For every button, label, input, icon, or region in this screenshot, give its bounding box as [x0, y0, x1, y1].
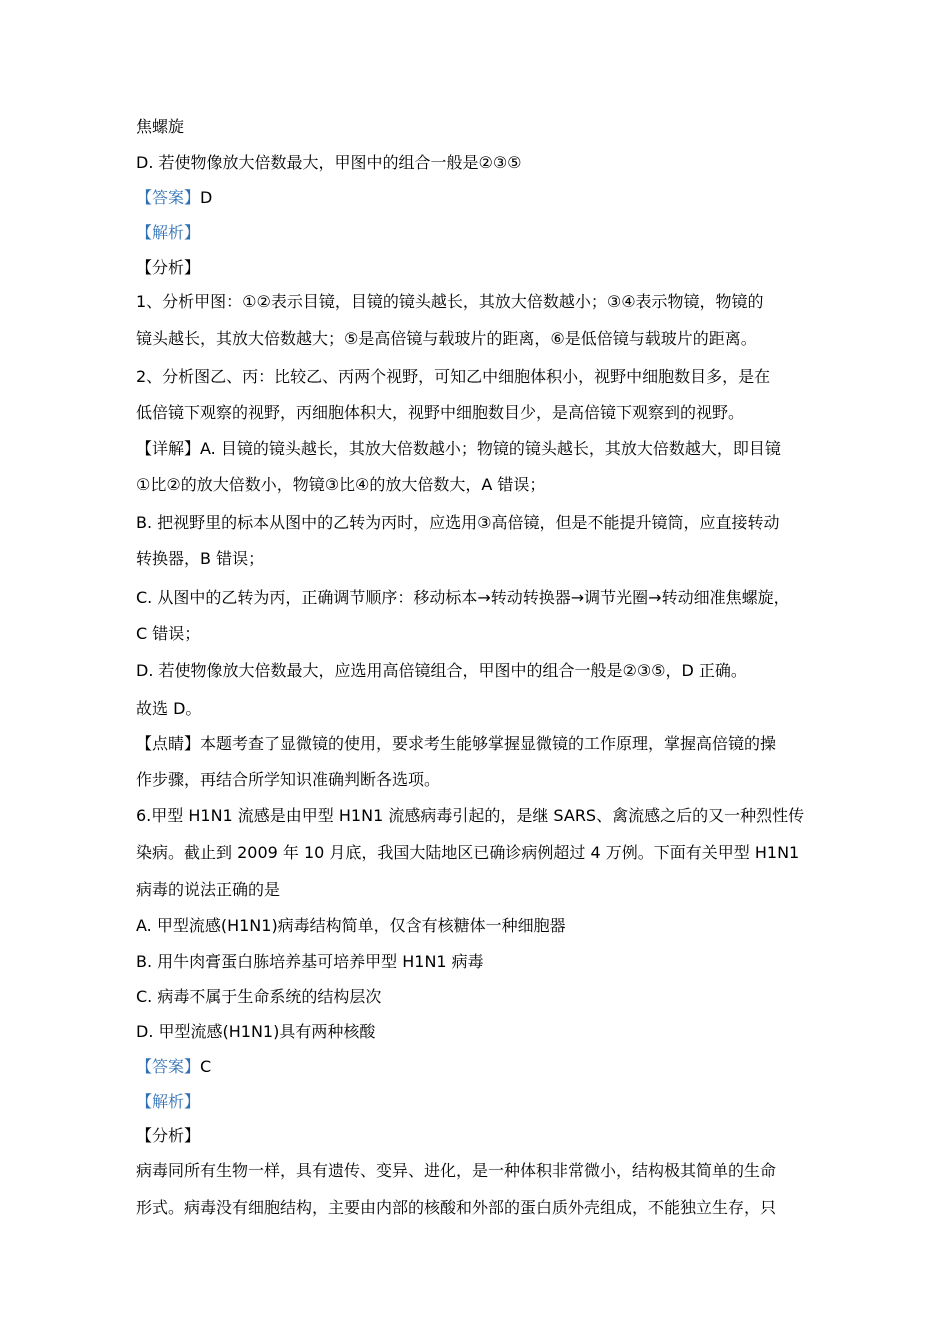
analysis-label: 【分析】 — [136, 258, 201, 277]
text-line: 镜头越长，其放大倍数越大；⑤是高倍镜与载玻片的距离，⑥是低倍镜与载玻片的距离。 — [136, 329, 757, 348]
answer-line — [136, 1056, 211, 1078]
detail-label: 【详解】 — [136, 439, 201, 458]
text-line: 作步骤，再结合所学知识准确判断各选项。 — [136, 770, 441, 789]
text-line: 故选 D。 — [136, 699, 202, 718]
explain-label: 【解析】 — [136, 1092, 201, 1111]
comment-line — [136, 733, 776, 755]
text-line: 2、分析图乙、丙：比较乙、丙两个视野，可知乙中细胞体积小，视野中细胞数目多，是在 — [136, 367, 771, 386]
text-line: 1、分析甲图：①②表示目镜，目镜的镜头越长，其放大倍数越小；③④表示物镜，物镜的 — [136, 292, 764, 311]
answer-label: 【答案】 — [136, 1057, 201, 1076]
text-line: 病毒同所有生物一样，具有遗传、变异、进化，是一种体积非常微小，结构极其简单的生命 — [136, 1161, 777, 1180]
text-line: D. 若使物像放大倍数最大，应选用高倍镜组合，甲图中的组合一般是②③⑤，D 正确。 — [136, 661, 747, 680]
text-line: C. 从图中的乙转为丙，正确调节顺序：移动标本→转动转换器→调节光圈→转动细准焦螺旋， — [136, 588, 790, 607]
option-b: B. 用牛肉膏蛋白胨培养基可培养甲型 H1N1 病毒 — [136, 952, 484, 971]
analysis-label: 【分析】 — [136, 1126, 201, 1145]
question-stem: 染病。截止到 2009 年 10 月底，我国大陆地区已确诊病例超过 4 万例。下面有关甲型 H1N1 — [136, 843, 800, 862]
question-stem: 病毒的说法正确的是 — [136, 880, 281, 899]
option-d: D. 甲型流感(H1N1)具有两种核酸 — [136, 1022, 376, 1041]
answer-label: 【答案】 — [136, 188, 201, 207]
text-line: B. 把视野里的标本从图中的乙转为丙时，应选用③高倍镜，但是不能提升镜筒，应直接转动 — [136, 513, 780, 532]
text-line: 低倍镜下观察的视野，丙细胞体积大，视野中细胞数目少，是高倍镜下观察到的视野。 — [136, 403, 745, 422]
answer-line — [136, 187, 212, 209]
answer-value: C — [200, 1057, 212, 1076]
text-line: 转换器，B 错误； — [136, 549, 265, 568]
option-c: C. 病毒不属于生命系统的结构层次 — [136, 987, 382, 1006]
explain-label: 【解析】 — [136, 223, 201, 242]
text-line: ①比②的放大倍数小，物镜③比④的放大倍数大，A 错误； — [136, 475, 546, 494]
comment-label: 【点睛】 — [136, 734, 201, 753]
text-line: 焦螺旋 — [136, 117, 185, 136]
detail-text: A. 目镜的镜头越长，其放大倍数越小；物镜的镜头越长，其放大倍数越大，即目镜 — [200, 439, 781, 458]
question-stem: 6.甲型 H1N1 流感是由甲型 H1N1 流感病毒引起的，是继 SARS、禽流感之后的又一种烈性传 — [136, 806, 805, 825]
option-a: A. 甲型流感(H1N1)病毒结构简单，仅含有核糖体一种细胞器 — [136, 916, 566, 935]
text-line: 形式。病毒没有细胞结构，主要由内部的核酸和外部的蛋白质外壳组成，不能独立生存，只 — [136, 1198, 777, 1217]
comment-text: 本题考查了显微镜的使用，要求考生能够掌握显微镜的工作原理，掌握高倍镜的操 — [200, 734, 777, 753]
option-d: D. 若使物像放大倍数最大，甲图中的组合一般是②③⑤ — [136, 153, 522, 172]
detail-line — [136, 438, 781, 460]
answer-value: D — [200, 188, 213, 207]
text-line: C 错误； — [136, 624, 201, 643]
